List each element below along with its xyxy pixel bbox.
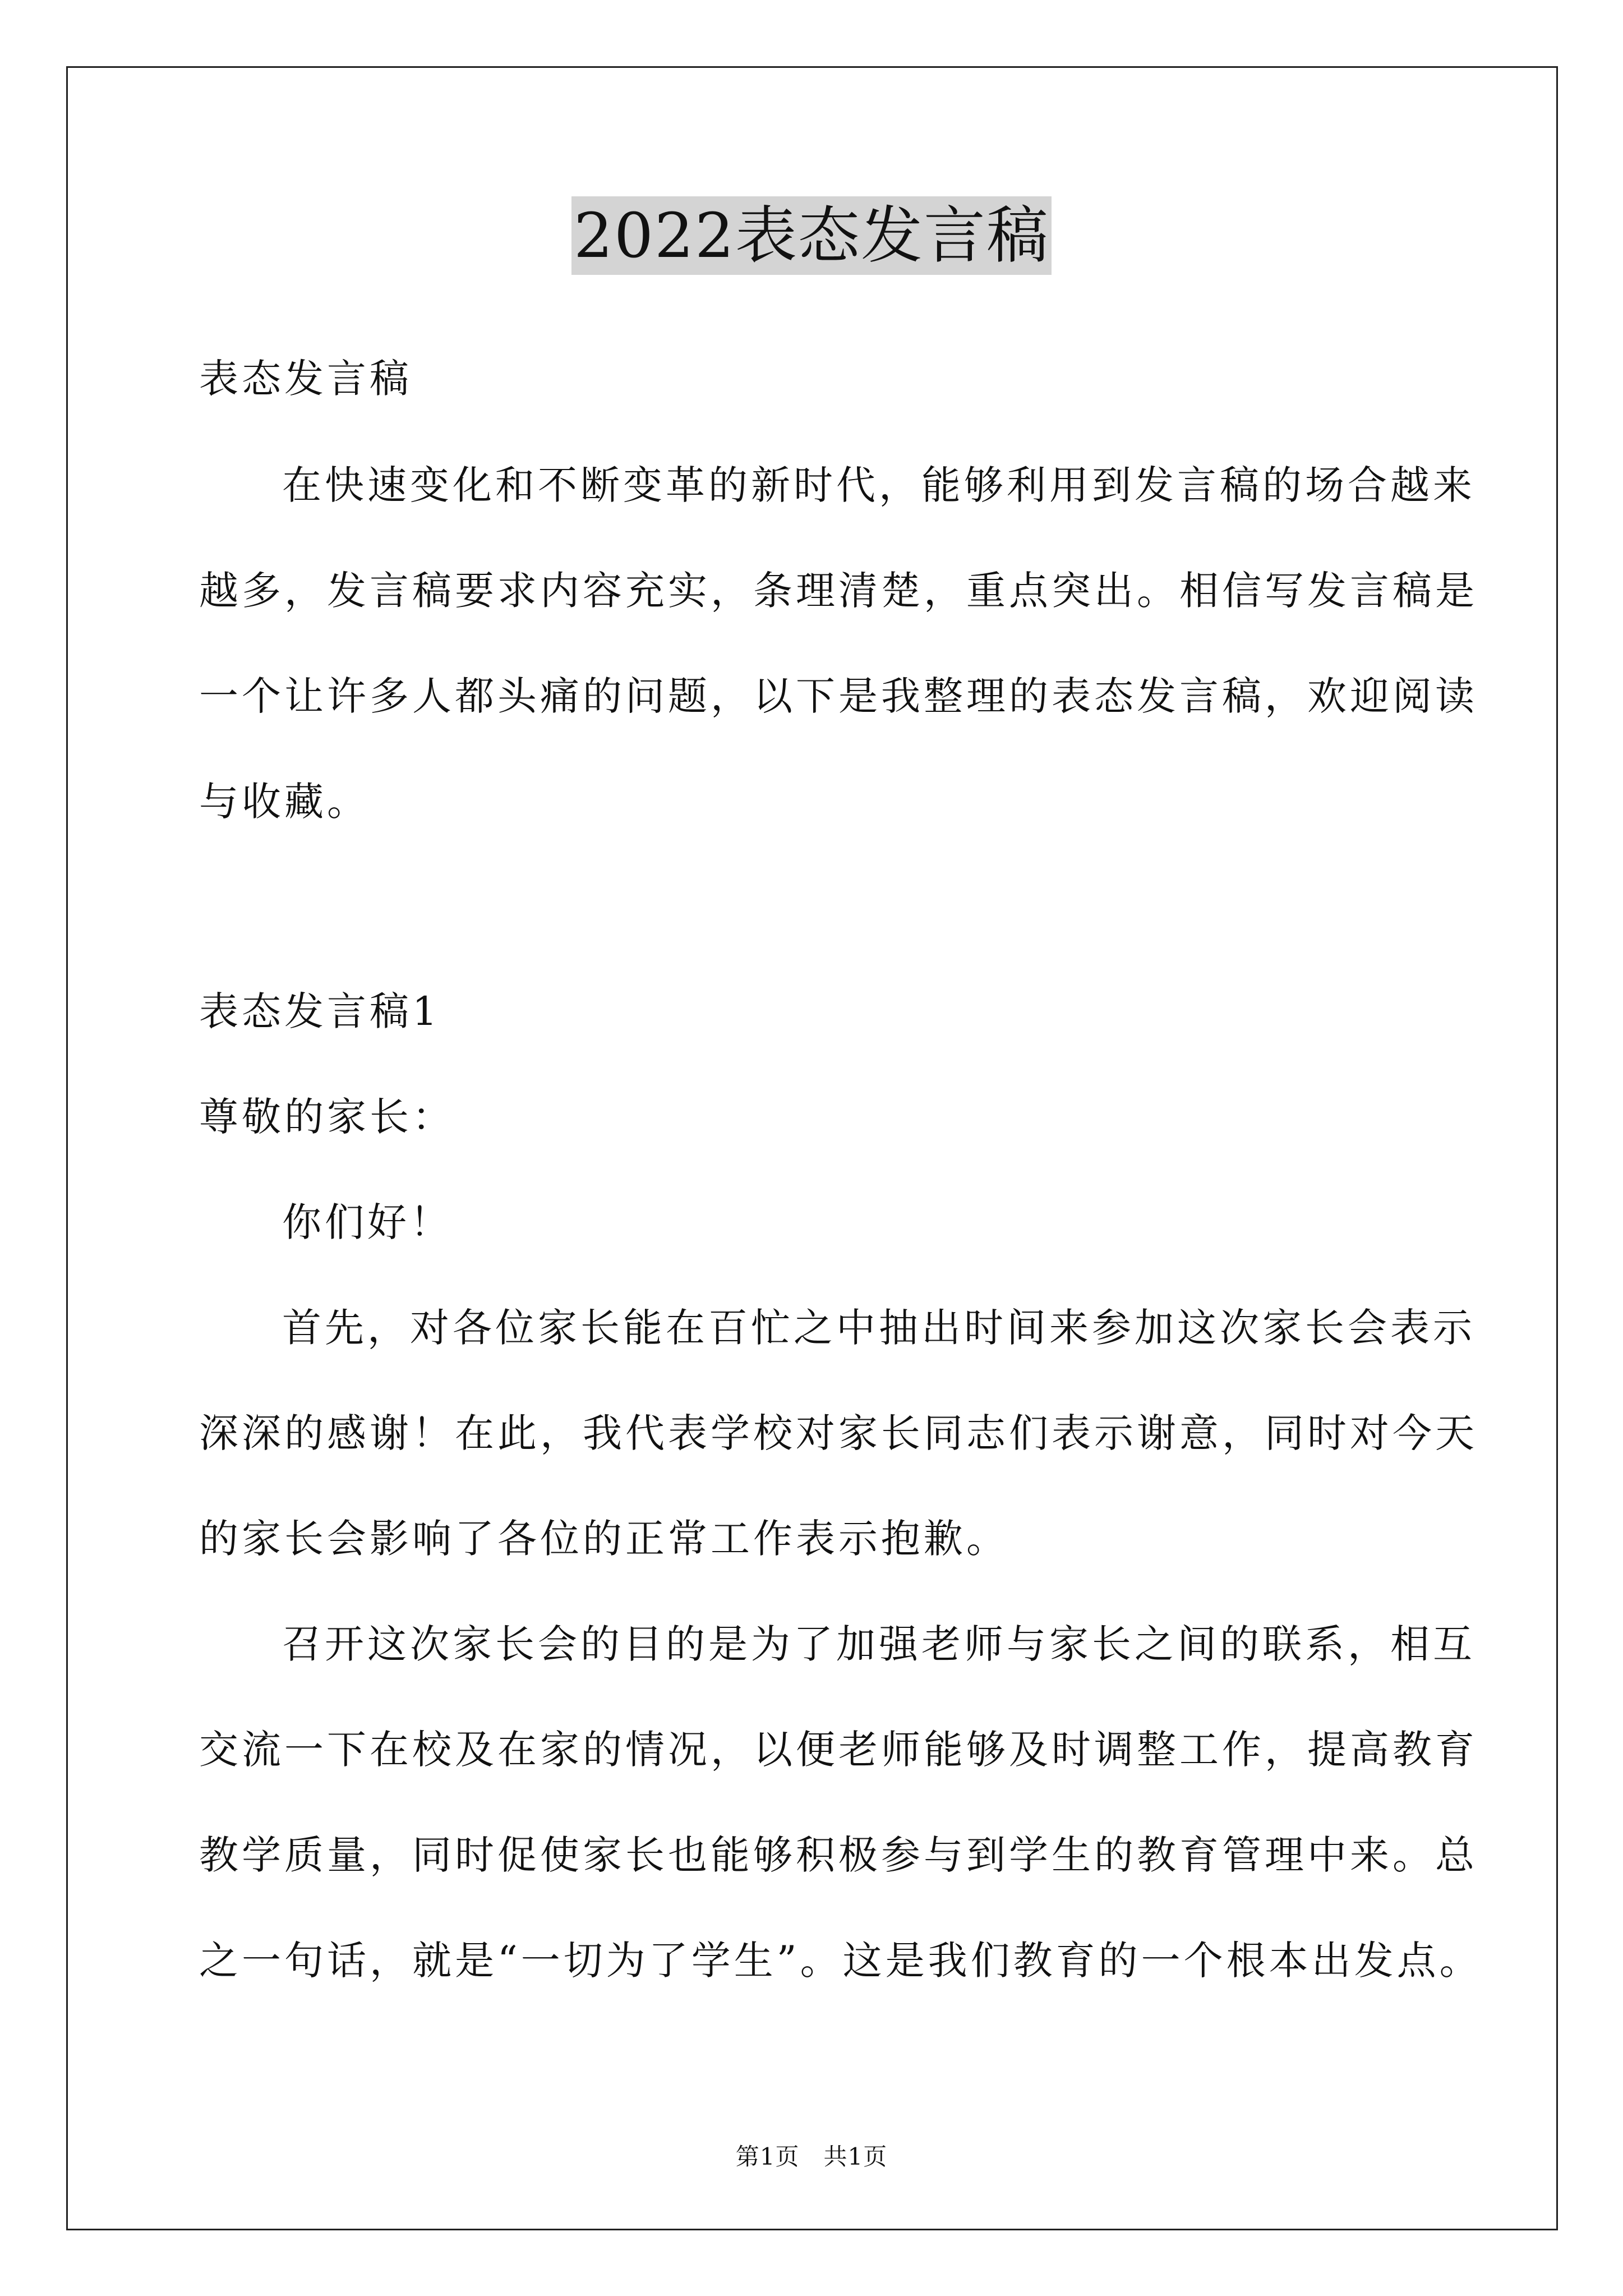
- paragraph-line: 越多，发言稿要求内容充实，条理清楚，重点突出。相信写发言稿是: [199, 568, 1478, 614]
- paragraph-line: 首先，对各位家长能在百忙之中抽出时间来参加这次家长会表示: [282, 1305, 1476, 1351]
- paragraph-line: 在快速变化和不断变革的新时代，能够利用到发言稿的场合越来: [282, 462, 1476, 508]
- paragraph-line: 的家长会影响了各位的正常工作表示抱歉。: [199, 1516, 1009, 1562]
- paragraph-line: 与收藏。: [199, 779, 370, 825]
- section-heading: 表态发言稿: [199, 356, 412, 402]
- paragraph-line: 一个让许多人都头痛的问题，以下是我整理的表态发言稿，欢迎阅读: [199, 673, 1478, 719]
- paragraph-line: 之一句话，就是“一切为了学生”。这是我们教育的一个根本出发点。: [199, 1938, 1482, 1984]
- salutation: 尊敬的家长：: [199, 1094, 455, 1140]
- title-container: [0, 196, 1623, 275]
- section-heading: 表态发言稿1: [199, 988, 441, 1034]
- paragraph-line: 交流一下在校及在家的情况，以便老师能够及时调整工作，提高教育: [199, 1727, 1478, 1773]
- document-title: 2022表态发言稿: [571, 196, 1052, 275]
- paragraph-line: 教学质量，同时促使家长也能够积极参与到学生的教育管理中来。总: [199, 1832, 1478, 1878]
- paragraph-line: 召开这次家长会的目的是为了加强老师与家长之间的联系，相互: [282, 1621, 1476, 1667]
- greeting: 你们好！: [282, 1199, 453, 1245]
- page-number-footer: 第1页 共1页: [735, 2143, 888, 2170]
- paragraph-line: 深深的感谢！在此，我代表学校对家长同志们表示谢意，同时对今天: [199, 1410, 1478, 1456]
